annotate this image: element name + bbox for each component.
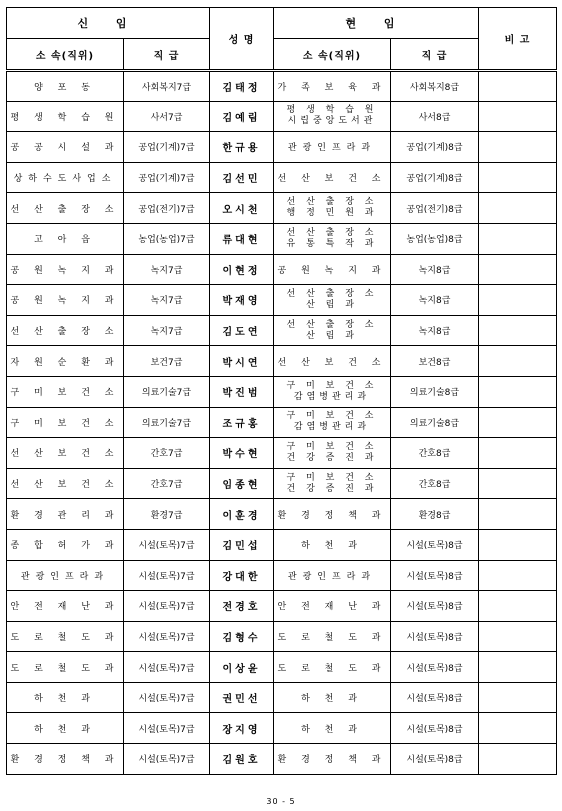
current-grade-cell: 환경8급 (391, 499, 479, 530)
name-cell: 장지영 (210, 713, 274, 744)
new-affiliation-cell (7, 285, 124, 316)
new-grade-cell: 녹지7급 (124, 285, 210, 316)
remarks-cell (479, 71, 557, 102)
new-affiliation-cell (7, 254, 124, 285)
current-affiliation-cell-line: 선 산 출 장 소 (286, 288, 378, 299)
current-grade-cell: 시설(토목)8급 (391, 713, 479, 744)
personnel-roster-table (6, 7, 557, 775)
current-affiliation-cell-line: 감염병관리과 (293, 422, 371, 433)
new-affiliation-cell-line: 종 합 허 가 과 (10, 541, 120, 552)
name-cell: 김태정 (210, 71, 274, 102)
current-affiliation-cell-line: 산 림 과 (306, 330, 358, 341)
table-row (7, 621, 557, 652)
table-row (7, 438, 557, 469)
table-row (7, 407, 557, 438)
name-cell: 박시연 (210, 346, 274, 377)
new-affiliation-cell-line: 고 아 읍 (34, 235, 96, 246)
new-grade-cell: 시설(토목)7급 (124, 529, 210, 560)
current-affiliation-cell-line: 건 강 증 진 과 (286, 452, 378, 463)
current-affiliation-cell-line: 구 미 보 건 소 (286, 441, 378, 452)
header-new-affiliation: 소 속(직위) (7, 39, 124, 71)
current-grade-cell: 시설(토목)8급 (391, 529, 479, 560)
remarks-cell (479, 438, 557, 469)
new-affiliation-cell (7, 438, 124, 469)
current-grade-cell: 시설(토목)8급 (391, 652, 479, 683)
name-cell: 임종현 (210, 468, 274, 499)
current-affiliation-cell-line: 시립중앙도서관 (287, 116, 377, 127)
header-new-post: 신 임 (7, 8, 210, 39)
table-row (7, 162, 557, 193)
new-grade-cell: 의료기술7급 (124, 376, 210, 407)
new-affiliation-cell (7, 223, 124, 254)
current-grade-cell: 시설(토목)8급 (391, 560, 479, 591)
new-affiliation-cell-line: 상하수도사업소 (13, 174, 117, 185)
current-affiliation-cell (274, 468, 391, 499)
current-grade-cell: 농업(농업)8급 (391, 223, 479, 254)
table-row (7, 560, 557, 591)
current-affiliation-cell-line: 건 강 증 진 과 (286, 483, 378, 494)
new-affiliation-cell (7, 621, 124, 652)
remarks-cell (479, 132, 557, 163)
remarks-cell (479, 652, 557, 683)
name-cell: 강대한 (210, 560, 274, 591)
current-affiliation-cell-line: 관광인프라과 (287, 143, 377, 154)
new-grade-cell: 시설(토목)7급 (124, 682, 210, 713)
current-affiliation-cell-line: 선 산 출 장 소 (286, 227, 378, 238)
remarks-cell (479, 468, 557, 499)
name-cell: 오시천 (210, 193, 274, 224)
remarks-cell (479, 713, 557, 744)
new-grade-cell: 간호7급 (124, 438, 210, 469)
current-affiliation-cell (274, 162, 391, 193)
current-affiliation-cell (274, 101, 391, 132)
new-grade-cell: 녹지7급 (124, 315, 210, 346)
table-row (7, 744, 557, 775)
table-row (7, 101, 557, 132)
header-remarks: 비 고 (479, 8, 557, 71)
current-affiliation-cell (274, 376, 391, 407)
table-row (7, 285, 557, 316)
remarks-cell (479, 346, 557, 377)
new-grade-cell: 농업(농업)7급 (124, 223, 210, 254)
header-current-affiliation: 소 속(직위) (274, 39, 391, 71)
name-cell: 박수현 (210, 438, 274, 469)
new-affiliation-cell-line: 평 생 학 습 원 (10, 112, 120, 123)
current-affiliation-cell-line: 구 미 보 건 소 (286, 411, 378, 422)
name-cell: 김도연 (210, 315, 274, 346)
header-new-grade: 직 급 (124, 39, 210, 71)
current-grade-cell: 간호8급 (391, 438, 479, 469)
current-affiliation-cell-line: 하 천 과 (301, 724, 363, 735)
new-affiliation-cell (7, 652, 124, 683)
new-affiliation-cell-line: 공 원 녹 지 과 (10, 296, 120, 307)
new-affiliation-cell (7, 591, 124, 622)
remarks-cell (479, 682, 557, 713)
remarks-cell (479, 621, 557, 652)
table-row (7, 71, 557, 102)
current-grade-cell: 녹지8급 (391, 315, 479, 346)
current-affiliation-cell-line: 선 산 보 건 소 (277, 357, 387, 368)
current-affiliation-cell-line: 안 전 재 난 과 (277, 602, 387, 613)
new-affiliation-cell-line: 선 산 출 장 소 (10, 204, 120, 215)
name-cell: 김원호 (210, 744, 274, 775)
current-grade-cell: 공업(전기)8급 (391, 193, 479, 224)
new-affiliation-cell-line: 관광인프라과 (20, 571, 110, 582)
new-affiliation-cell (7, 71, 124, 102)
name-cell: 이현정 (210, 254, 274, 285)
name-cell: 이훈경 (210, 499, 274, 530)
remarks-cell (479, 315, 557, 346)
current-affiliation-cell (274, 713, 391, 744)
new-grade-cell: 사서7급 (124, 101, 210, 132)
page-number: 30 - 5 (266, 797, 296, 806)
new-affiliation-cell (7, 560, 124, 591)
new-affiliation-cell-line: 선 산 보 건 소 (10, 449, 120, 460)
remarks-cell (479, 162, 557, 193)
new-affiliation-cell-line: 환 경 정 책 과 (10, 755, 120, 766)
remarks-cell (479, 499, 557, 530)
new-grade-cell: 의료기술7급 (124, 407, 210, 438)
new-affiliation-cell-line: 구 미 보 건 소 (10, 418, 120, 429)
new-affiliation-cell-line: 공 원 녹 지 과 (10, 265, 120, 276)
current-affiliation-cell (274, 346, 391, 377)
current-affiliation-cell-line: 하 천 과 (301, 541, 363, 552)
remarks-cell (479, 193, 557, 224)
table-row (7, 193, 557, 224)
table-row (7, 713, 557, 744)
current-affiliation-cell (274, 529, 391, 560)
table-row (7, 346, 557, 377)
new-grade-cell: 사회복지7급 (124, 71, 210, 102)
remarks-cell (479, 560, 557, 591)
new-affiliation-cell-line: 양 포 동 (34, 82, 96, 93)
current-grade-cell: 간호8급 (391, 468, 479, 499)
new-grade-cell: 시설(토목)7급 (124, 591, 210, 622)
current-affiliation-cell (274, 193, 391, 224)
remarks-cell (479, 101, 557, 132)
new-affiliation-cell (7, 376, 124, 407)
new-affiliation-cell-line: 선 산 출 장 소 (10, 327, 120, 338)
remarks-cell (479, 285, 557, 316)
current-affiliation-cell-line: 도 로 철 도 과 (277, 632, 387, 643)
current-affiliation-cell (274, 744, 391, 775)
current-affiliation-cell-line: 구 미 보 건 소 (286, 472, 378, 483)
table-row (7, 132, 557, 163)
new-affiliation-cell-line: 구 미 보 건 소 (10, 388, 120, 399)
new-grade-cell: 시설(토목)7급 (124, 560, 210, 591)
header-name: 성 명 (210, 8, 274, 71)
new-affiliation-cell-line: 하 천 과 (34, 694, 96, 705)
remarks-cell (479, 254, 557, 285)
current-grade-cell: 시설(토목)8급 (391, 591, 479, 622)
current-affiliation-cell-line: 선 산 출 장 소 (286, 319, 378, 330)
current-grade-cell: 시설(토목)8급 (391, 682, 479, 713)
name-cell: 김형수 (210, 621, 274, 652)
current-affiliation-cell-line: 관광인프라과 (287, 571, 377, 582)
current-affiliation-cell-line: 감염병관리과 (293, 391, 371, 402)
name-cell: 김선민 (210, 162, 274, 193)
table-row (7, 499, 557, 530)
new-affiliation-cell-line: 도 로 철 도 과 (10, 663, 120, 674)
current-affiliation-cell-line: 유 통 특 작 과 (286, 238, 378, 249)
current-grade-cell: 시설(토목)8급 (391, 621, 479, 652)
current-grade-cell: 녹지8급 (391, 254, 479, 285)
name-cell: 김예림 (210, 101, 274, 132)
new-affiliation-cell (7, 193, 124, 224)
new-grade-cell: 공업(기계)7급 (124, 132, 210, 163)
current-affiliation-cell (274, 682, 391, 713)
current-affiliation-cell (274, 652, 391, 683)
current-affiliation-cell (274, 407, 391, 438)
table-row (7, 254, 557, 285)
new-grade-cell: 공업(기계)7급 (124, 162, 210, 193)
new-affiliation-cell-line: 선 산 보 건 소 (10, 480, 120, 491)
current-affiliation-cell-line: 산 림 과 (306, 299, 358, 310)
current-affiliation-cell-line: 환 경 정 책 과 (277, 755, 387, 766)
current-affiliation-cell-line: 하 천 과 (301, 694, 363, 705)
current-affiliation-cell-line: 환 경 정 책 과 (277, 510, 387, 521)
name-cell: 권민선 (210, 682, 274, 713)
current-grade-cell: 의료기술8급 (391, 376, 479, 407)
current-affiliation-cell (274, 254, 391, 285)
name-cell: 전경호 (210, 591, 274, 622)
new-affiliation-cell (7, 529, 124, 560)
new-grade-cell: 시설(토목)7급 (124, 744, 210, 775)
new-grade-cell: 시설(토목)7급 (124, 652, 210, 683)
new-grade-cell: 시설(토목)7급 (124, 621, 210, 652)
current-grade-cell: 보건8급 (391, 346, 479, 377)
current-affiliation-cell (274, 223, 391, 254)
current-affiliation-cell-line: 선 산 출 장 소 (286, 197, 378, 208)
current-affiliation-cell (274, 591, 391, 622)
new-affiliation-cell-line: 자 원 순 환 과 (10, 357, 120, 368)
current-affiliation-cell (274, 499, 391, 530)
current-affiliation-cell-line: 공 원 녹 지 과 (277, 265, 387, 276)
new-affiliation-cell (7, 468, 124, 499)
name-cell: 류대현 (210, 223, 274, 254)
remarks-cell (479, 407, 557, 438)
current-affiliation-cell-line: 행 정 민 원 과 (286, 208, 378, 219)
current-affiliation-cell-line: 구 미 보 건 소 (286, 380, 378, 391)
current-affiliation-cell-line: 평 생 학 습 원 (286, 105, 378, 116)
current-affiliation-cell-line: 도 로 철 도 과 (277, 663, 387, 674)
current-grade-cell: 사회복지8급 (391, 71, 479, 102)
table-row (7, 315, 557, 346)
current-affiliation-cell-line: 선 산 보 건 소 (277, 174, 387, 185)
new-grade-cell: 녹지7급 (124, 254, 210, 285)
current-affiliation-cell (274, 285, 391, 316)
new-affiliation-cell (7, 315, 124, 346)
name-cell: 박진범 (210, 376, 274, 407)
new-affiliation-cell-line: 공 공 시 설 과 (10, 143, 120, 154)
new-affiliation-cell (7, 682, 124, 713)
remarks-cell (479, 376, 557, 407)
new-affiliation-cell (7, 162, 124, 193)
new-grade-cell: 환경7급 (124, 499, 210, 530)
new-affiliation-cell (7, 744, 124, 775)
current-grade-cell: 공업(기계)8급 (391, 162, 479, 193)
table-row (7, 682, 557, 713)
name-cell: 조규홍 (210, 407, 274, 438)
new-affiliation-cell-line: 안 전 재 난 과 (10, 602, 120, 613)
current-affiliation-cell (274, 71, 391, 102)
current-affiliation-cell (274, 132, 391, 163)
table-row (7, 591, 557, 622)
table-row (7, 468, 557, 499)
remarks-cell (479, 223, 557, 254)
table-body (7, 71, 557, 775)
current-affiliation-cell (274, 438, 391, 469)
current-grade-cell: 의료기술8급 (391, 407, 479, 438)
new-grade-cell: 시설(토목)7급 (124, 713, 210, 744)
new-grade-cell: 보건7급 (124, 346, 210, 377)
remarks-cell (479, 529, 557, 560)
new-grade-cell: 공업(전기)7급 (124, 193, 210, 224)
header-current-grade: 직 급 (391, 39, 479, 71)
new-affiliation-cell-line: 환 경 관 리 과 (10, 510, 120, 521)
new-affiliation-cell (7, 101, 124, 132)
current-affiliation-cell (274, 315, 391, 346)
name-cell: 박재영 (210, 285, 274, 316)
table-row (7, 529, 557, 560)
remarks-cell (479, 591, 557, 622)
remarks-cell (479, 744, 557, 775)
new-grade-cell: 간호7급 (124, 468, 210, 499)
current-grade-cell: 사서8급 (391, 101, 479, 132)
name-cell: 한규용 (210, 132, 274, 163)
new-affiliation-cell (7, 407, 124, 438)
table-row (7, 223, 557, 254)
current-affiliation-cell-line: 가 족 보 육 과 (277, 82, 387, 93)
table-header (7, 8, 557, 71)
current-affiliation-cell (274, 621, 391, 652)
current-grade-cell: 시설(토목)8급 (391, 744, 479, 775)
new-affiliation-cell (7, 132, 124, 163)
new-affiliation-cell-line: 도 로 철 도 과 (10, 632, 120, 643)
new-affiliation-cell (7, 713, 124, 744)
new-affiliation-cell-line: 하 천 과 (34, 724, 96, 735)
header-current-post: 현 임 (274, 8, 479, 39)
name-cell: 김민섭 (210, 529, 274, 560)
name-cell: 이상윤 (210, 652, 274, 683)
current-affiliation-cell (274, 560, 391, 591)
current-grade-cell: 공업(기계)8급 (391, 132, 479, 163)
current-grade-cell: 녹지8급 (391, 285, 479, 316)
new-affiliation-cell (7, 346, 124, 377)
table-row (7, 652, 557, 683)
table-row (7, 376, 557, 407)
new-affiliation-cell (7, 499, 124, 530)
